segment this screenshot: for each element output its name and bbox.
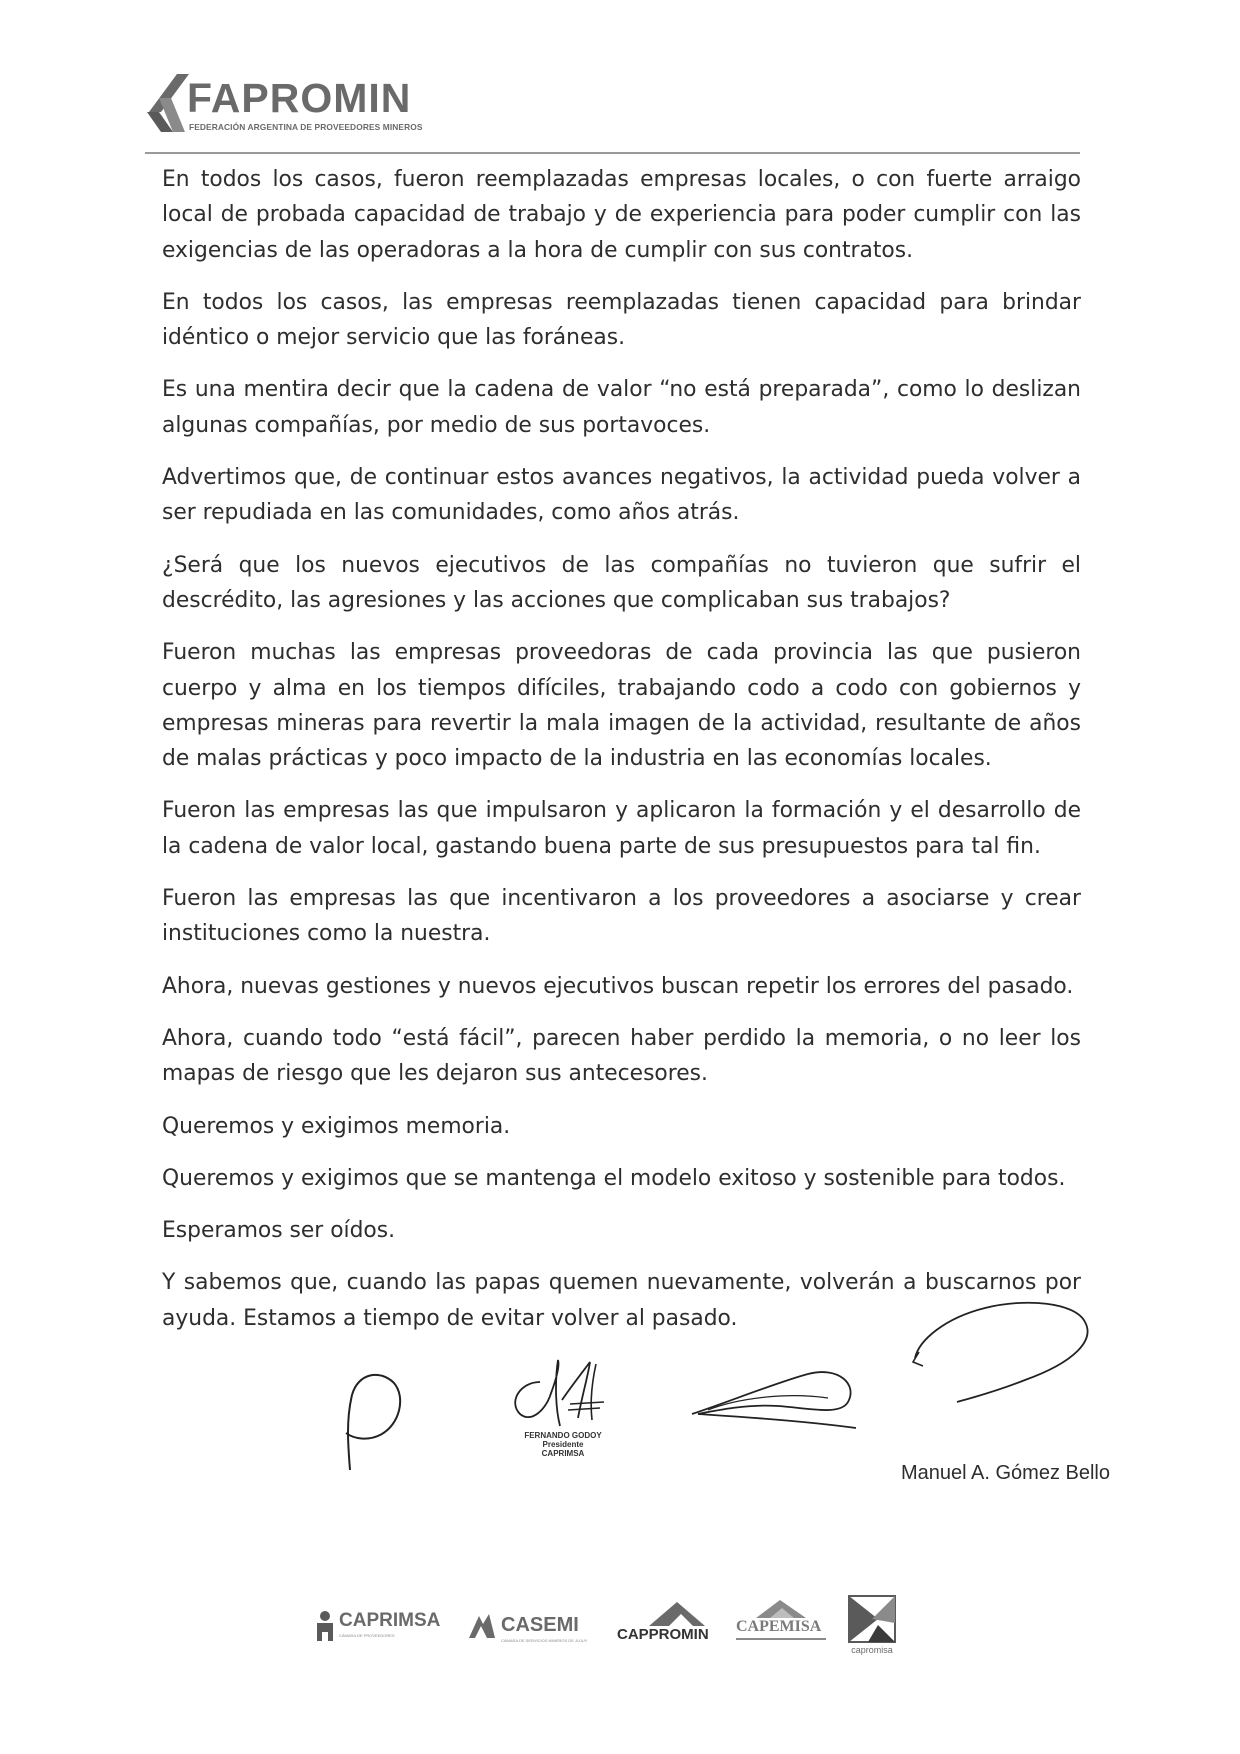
signature-caption <box>498 1431 628 1458</box>
casemi-logo <box>465 1610 590 1650</box>
paragraph: Advertimos que, de continuar estos avances negativos, la actividad pueda volver a ser repudiada en las comunidades, como años atrás. <box>162 465 1081 526</box>
casemi-sub: CÁMARA DE SERVICIOS MINEROS DE JUJUY <box>501 1638 588 1643</box>
paragraph: Queremos y exigimos memoria. <box>162 1113 511 1139</box>
paragraph: En todos los casos, fueron reemplazadas empresas locales, o con fuerte arraigo local de probada capacidad de trabajo y de experiencia para poder cumplir con las exigencias de las operadoras a la hora de cumplir con sus contratos. <box>162 167 1081 263</box>
signature-godoy <box>500 1352 630 1432</box>
logo-wordmark: FAPROMIN <box>187 75 412 121</box>
letter-body <box>162 162 1081 1353</box>
capemisa-text: CAPEMISA <box>736 1618 822 1635</box>
paragraph: Fueron muchas las empresas proveedoras de cada provincia las que pusieron cuerpo y alma en los tiempos difíciles, trabajando codo a codo con gobiernos y empresas mineras para revertir la mala imagen de la actividad, resultante de años de malas prácticas y poco impacto de la industria en las economías locales. <box>162 640 1081 772</box>
cappromin-logo <box>615 1600 715 1648</box>
signer-org: CAPRIMSA <box>541 1449 585 1458</box>
paragraph: Y sabemos que, cuando las papas quemen nuevamente, volverán a buscarnos por ayuda. Estamos a tiempo de evitar volver al pasado. <box>162 1270 1081 1331</box>
signature-1 <box>340 1365 420 1475</box>
fapromin-logo <box>145 72 445 142</box>
cappromin-text: CAPPROMIN <box>617 1626 709 1643</box>
paragraph: Fueron las empresas las que impulsaron y aplicaron la formación y el desarrollo de la cadena de valor local, gastando buena parte de sus presupuestos para tal fin. <box>162 798 1081 859</box>
signer-name-godoy: FERNANDO GODOY <box>524 1431 602 1440</box>
paragraph: Es una mentira decir que la cadena de valor “no está preparada”, como lo deslizan algunas compañías, por medio de sus portavoces. <box>162 377 1081 438</box>
capromisa-logo <box>848 1595 900 1657</box>
signature-3 <box>688 1362 868 1432</box>
logo-subtitle: FEDERACIÓN ARGENTINA DE PROVEEDORES MINEROS <box>189 122 423 132</box>
signer-name: Manuel A. Gómez Bello <box>901 1462 1110 1484</box>
casemi-text: CASEMI <box>501 1614 579 1636</box>
caprimsa-emblem-icon <box>315 1610 335 1644</box>
cappromin-mountain-icon <box>621 1600 711 1628</box>
paragraph: En todos los casos, las empresas reemplazadas tienen capacidad para brindar idéntico o mejor servicio que las foráneas. <box>162 289 1081 351</box>
signer-role: Presidente <box>542 1440 584 1449</box>
caprimsa-logo <box>315 1608 440 1648</box>
casemi-emblem-icon <box>465 1610 499 1644</box>
caprimsa-sub: CÁMARA DE PROVEEDORES <box>339 1633 395 1638</box>
paragraph: ¿Será que los nuevos ejecutivos de las compañías no tuvieron que sufrir el descrédito, las agresiones y las acciones que complicaban sus trabajos? <box>162 552 1081 613</box>
capromisa-text: capromisa <box>851 1645 893 1655</box>
capemisa-underline <box>736 1638 826 1640</box>
header-divider <box>145 152 1080 154</box>
signature-4 <box>905 1300 1095 1410</box>
paragraph: Ahora, nuevas gestiones y nuevos ejecutivos buscan repetir los errores del pasado. <box>162 973 1074 999</box>
paragraph: Queremos y exigimos que se mantenga el modelo exitoso y sostenible para todos. <box>162 1165 1066 1191</box>
paragraph: Esperamos ser oídos. <box>162 1218 396 1244</box>
paragraph: Ahora, cuando todo “está fácil”, parecen haber perdido la memoria, o no leer los mapas de riesgo que les dejaron sus antecesores. <box>162 1025 1081 1087</box>
paragraph: Fueron las empresas las que incentivaron a los proveedores a asociarse y crear instituciones como la nuestra. <box>162 886 1081 947</box>
capemisa-mountain-icon <box>736 1598 826 1620</box>
capemisa-logo <box>736 1598 828 1646</box>
capromisa-emblem-icon <box>848 1595 896 1643</box>
caprimsa-text: CAPRIMSA <box>339 1610 441 1631</box>
